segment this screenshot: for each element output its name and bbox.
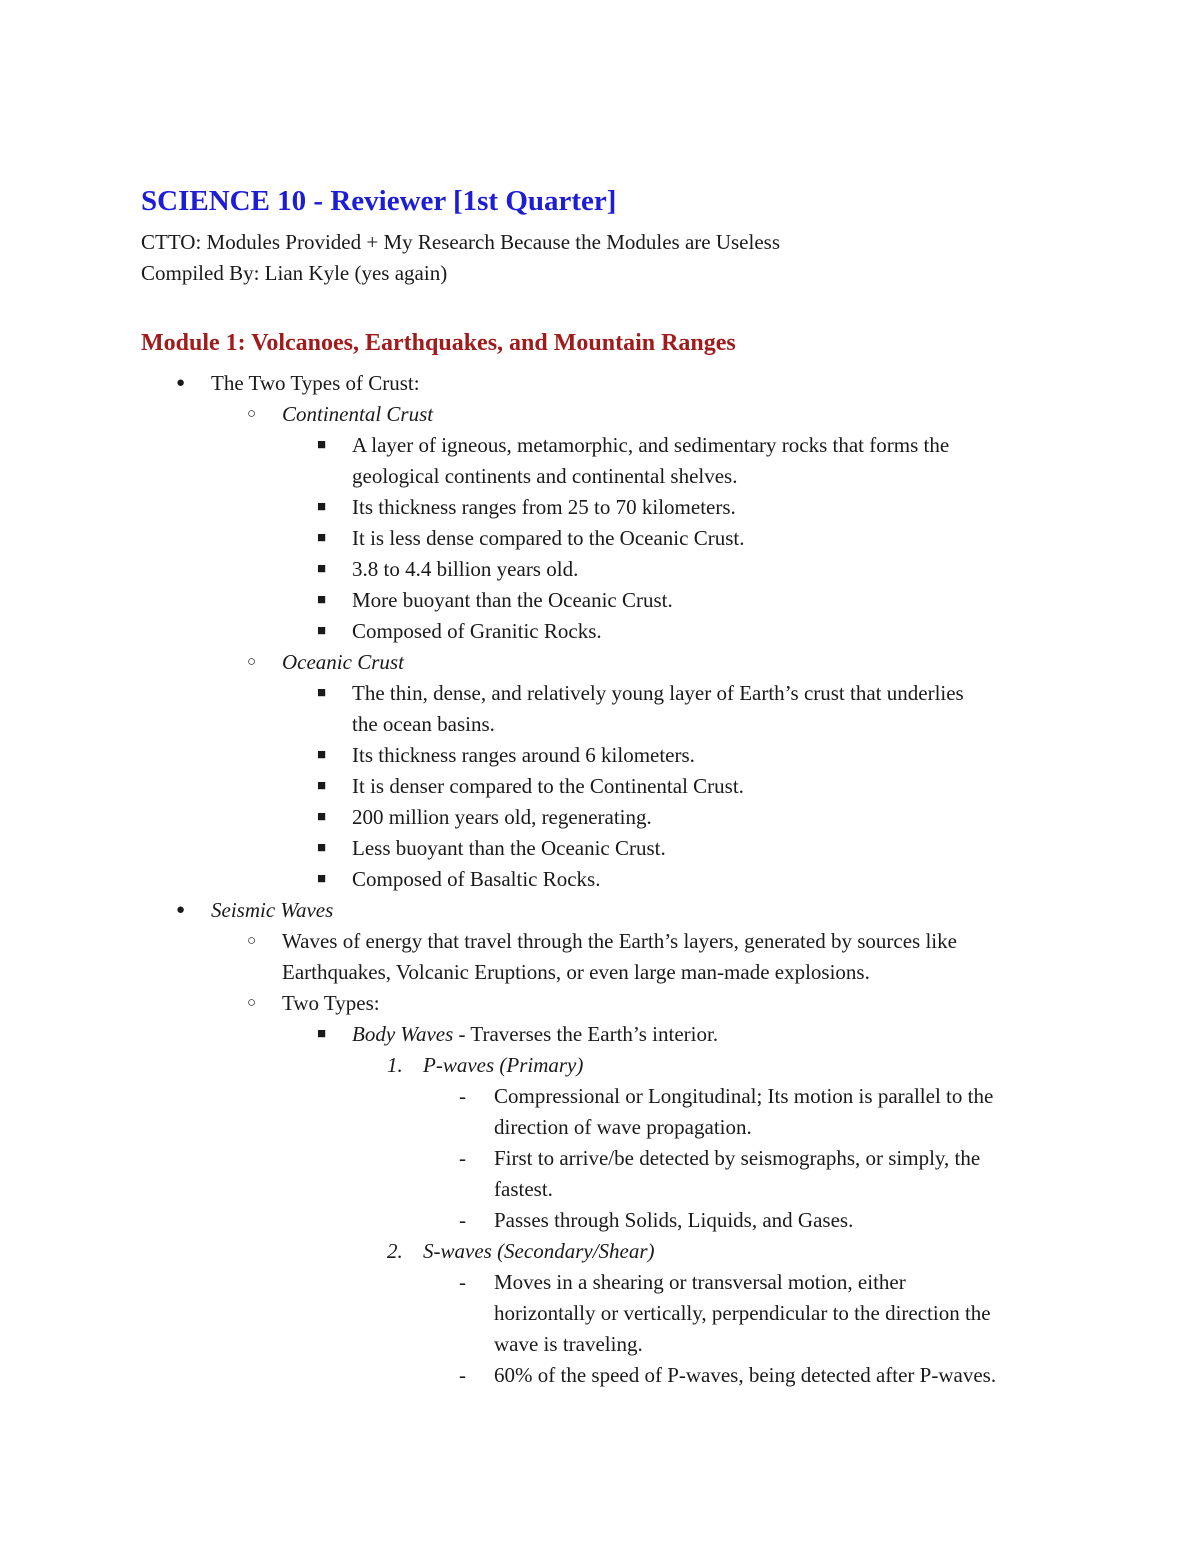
oceanic-crust-heading: Oceanic Crust bbox=[282, 650, 404, 674]
bullet-square-icon: ■ bbox=[317, 437, 327, 453]
seismic-definition: Earthquakes, Volcanic Eruptions, or even large man-made explosions. bbox=[282, 960, 870, 984]
continental-point: 3.8 to 4.4 billion years old. bbox=[352, 557, 579, 581]
credit-line: CTTO: Modules Provided + My Research Because the Modules are Useless bbox=[141, 230, 780, 254]
bullet-disc-icon: ● bbox=[176, 902, 186, 918]
document-title: SCIENCE 10 - Reviewer [1st Quarter] bbox=[141, 185, 617, 217]
compiled-by-line: Compiled By: Lian Kyle (yes again) bbox=[141, 261, 448, 285]
dash-marker: - bbox=[459, 1146, 466, 1170]
bullet-square-icon: ■ bbox=[317, 685, 327, 701]
p-waves-point: First to arrive/be detected by seismographs, or simply, the bbox=[494, 1146, 981, 1170]
body-waves-line bbox=[352, 1019, 718, 1050]
p-waves-point: Passes through Solids, Liquids, and Gases. bbox=[494, 1208, 854, 1232]
body-waves-name: Body Waves bbox=[352, 1022, 454, 1046]
s-waves-point: horizontally or vertically, perpendicular to the direction the bbox=[494, 1301, 991, 1325]
oceanic-point: the ocean basins. bbox=[352, 712, 495, 736]
seismic-types-heading: Two Types: bbox=[282, 991, 380, 1015]
body-waves-desc: - Traverses the Earth’s interior. bbox=[453, 1022, 719, 1046]
bullet-square-icon: ■ bbox=[317, 1026, 327, 1042]
dash-marker: - bbox=[459, 1270, 466, 1294]
continental-point: It is less dense compared to the Oceanic Crust. bbox=[352, 526, 745, 550]
continental-point: Its thickness ranges from 25 to 70 kilometers. bbox=[352, 495, 736, 519]
oceanic-point: The thin, dense, and relatively young layer of Earth’s crust that underlies bbox=[352, 681, 964, 705]
s-waves-point: Moves in a shearing or transversal motion, either bbox=[494, 1270, 906, 1294]
bullet-square-icon: ■ bbox=[317, 592, 327, 608]
bullet-circle-icon: ○ bbox=[247, 406, 257, 422]
bullet-square-icon: ■ bbox=[317, 623, 327, 639]
oceanic-point: Its thickness ranges around 6 kilometers. bbox=[352, 743, 695, 767]
continental-point: More buoyant than the Oceanic Crust. bbox=[352, 588, 673, 612]
continental-crust-heading: Continental Crust bbox=[282, 402, 434, 426]
seismic-waves-heading: Seismic Waves bbox=[211, 898, 334, 922]
seismic-definition: Waves of energy that travel through the Earth’s layers, generated by sources like bbox=[282, 929, 957, 953]
continental-point: A layer of igneous, metamorphic, and sedimentary rocks that forms the bbox=[352, 433, 950, 457]
bullet-square-icon: ■ bbox=[317, 778, 327, 794]
bullet-square-icon: ■ bbox=[317, 561, 327, 577]
module-heading: Module 1: Volcanoes, Earthquakes, and Mountain Ranges bbox=[141, 330, 736, 356]
oceanic-point: Less buoyant than the Oceanic Crust. bbox=[352, 836, 666, 860]
bullet-square-icon: ■ bbox=[317, 871, 327, 887]
list-number-2: 2. bbox=[387, 1239, 403, 1263]
bullet-disc-icon: ● bbox=[176, 375, 186, 391]
p-waves-heading: P-waves (Primary) bbox=[423, 1053, 584, 1077]
bullet-square-icon: ■ bbox=[317, 809, 327, 825]
dash-marker: - bbox=[459, 1084, 466, 1108]
bullet-circle-icon: ○ bbox=[247, 995, 257, 1011]
bullet-square-icon: ■ bbox=[317, 840, 327, 856]
p-waves-point: Compressional or Longitudinal; Its motion is parallel to the bbox=[494, 1084, 994, 1108]
oceanic-point: 200 million years old, regenerating. bbox=[352, 805, 652, 829]
oceanic-point: It is denser compared to the Continental Crust. bbox=[352, 774, 744, 798]
s-waves-point: 60% of the speed of P-waves, being detected after P-waves. bbox=[494, 1363, 997, 1387]
s-waves-point: wave is traveling. bbox=[494, 1332, 643, 1356]
s-waves-heading: S-waves (Secondary/Shear) bbox=[423, 1239, 655, 1263]
continental-point: geological continents and continental shelves. bbox=[352, 464, 738, 488]
dash-marker: - bbox=[459, 1363, 466, 1387]
bullet-circle-icon: ○ bbox=[247, 933, 257, 949]
dash-marker: - bbox=[459, 1208, 466, 1232]
p-waves-point: fastest. bbox=[494, 1177, 553, 1201]
p-waves-point: direction of wave propagation. bbox=[494, 1115, 752, 1139]
oceanic-point: Composed of Basaltic Rocks. bbox=[352, 867, 601, 891]
bullet-square-icon: ■ bbox=[317, 530, 327, 546]
continental-point: Composed of Granitic Rocks. bbox=[352, 619, 602, 643]
bullet-square-icon: ■ bbox=[317, 747, 327, 763]
list-number-1: 1. bbox=[387, 1053, 403, 1077]
bullet-square-icon: ■ bbox=[317, 499, 327, 515]
bullet-circle-icon: ○ bbox=[247, 654, 257, 670]
crust-heading: The Two Types of Crust: bbox=[211, 371, 420, 395]
